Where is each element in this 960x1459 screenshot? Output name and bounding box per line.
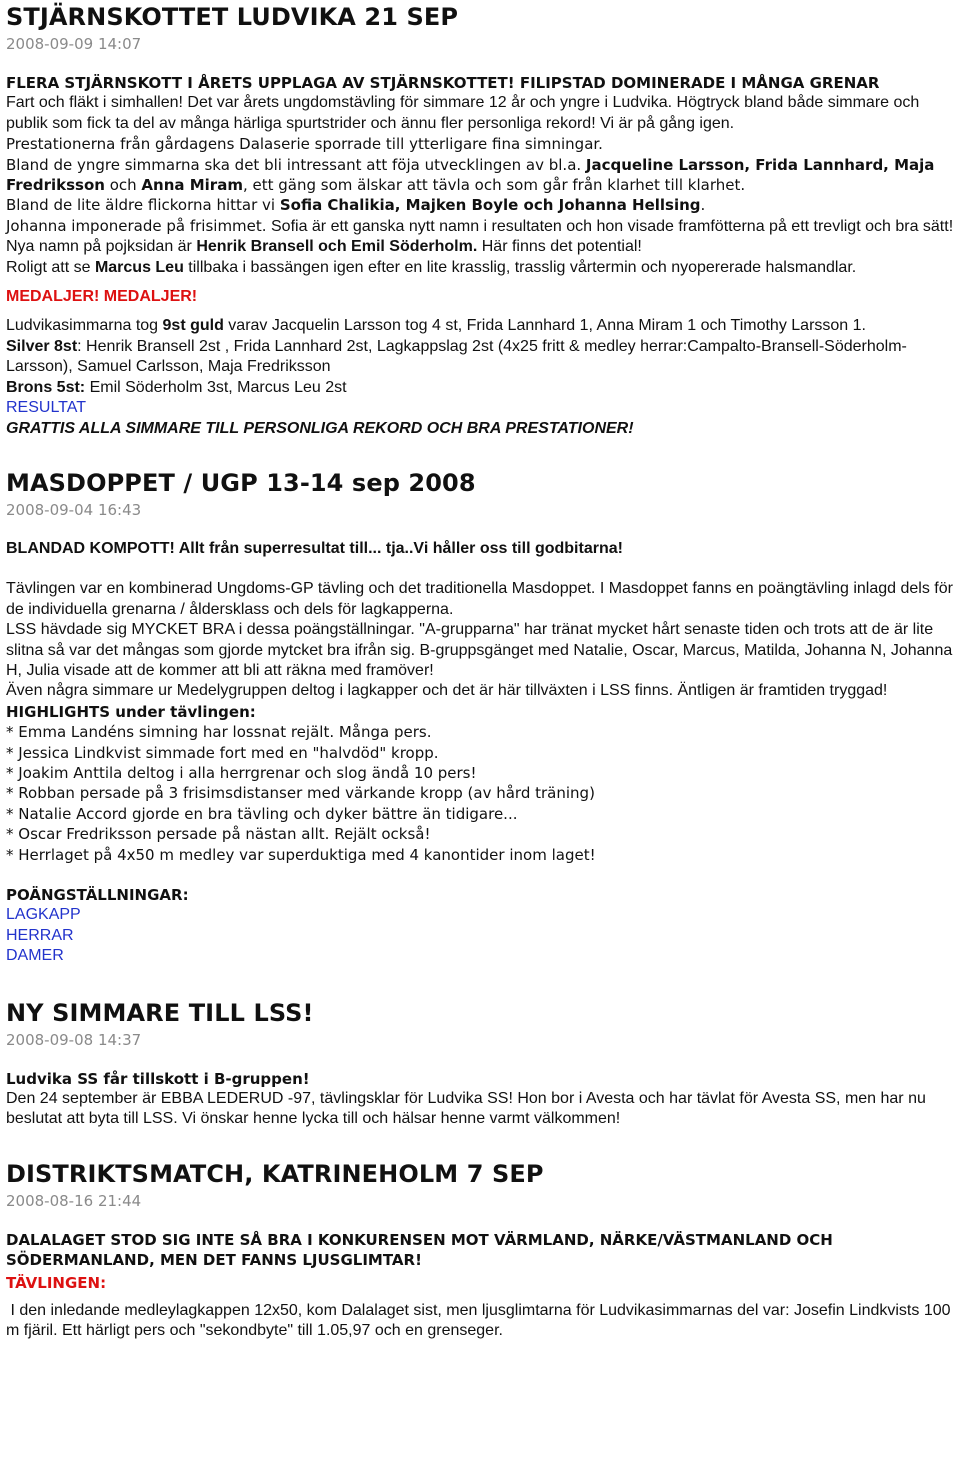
article-headline: BLANDAD KOMPOTT! Allt från superresultat till... tja..Vi håller oss till godbitarna! <box>6 539 623 557</box>
paragraph: Bland de yngre simmarna ska det bli intressant att föja utvecklingen av bl.a. Jacqueline Larsson, Frida Lannhard, Maja Fredriksson och Anna Miram, ett gäng som älskar att tävla och som går från klarhet till klarhet. <box>6 155 935 195</box>
article-date: 2008-09-09 14:07 <box>6 35 142 53</box>
article-distriktsmatch <box>6 1160 956 1342</box>
paragraph: Brons 5st: Emil Söderholm 3st, Marcus Leu 2st <box>6 378 347 396</box>
article-stjarnskottet <box>6 0 956 439</box>
paragraph: Ludvikasimmarna tog 9st guld varav Jacquelin Larsson tog 4 st, Frida Lannhard 1, Anna Miram 1 och Timothy Larsson 1. <box>6 317 866 335</box>
article-headline: FLERA STJÄRNSKOTT I ÅRETS UPPLAGA AV STJÄRNSKOTTET! FILIPSTAD DOMINERADE I MÅNGA GRENAR <box>6 74 880 92</box>
paragraph: Även några simmare ur Medelygruppen deltog i lagkapper och det är här tillväxten i LSS finns. Äntligen är framtiden tryggad! <box>6 682 888 700</box>
list-item: * Oscar Fredriksson persade på nästan allt. Rejält också! <box>6 825 431 844</box>
article-title: STJÄRNSKOTTET LUDVIKA 21 SEP <box>6 3 459 31</box>
results-link-row <box>6 398 956 418</box>
list-item: * Robban persade på 3 frisimsdistanser med värkande kropp (av hård träning) <box>6 784 595 803</box>
highlights-list <box>6 722 956 865</box>
list-item: * Jessica Lindkvist simmade fort med en "halvdöd" kropp. <box>6 743 439 762</box>
standings-heading: POÄNGSTÄLLNINGAR: <box>6 886 189 904</box>
lagkapp-link[interactable]: LAGKAPP <box>6 906 81 924</box>
link-row <box>6 946 956 966</box>
list-item: * Natalie Accord gjorde en bra tävling och dyker bättre än tidigare... <box>6 804 518 823</box>
paragraph: LSS hävdade sig MYCKET BRA i dessa poängställningar. "A-grupparna" har tränat mycket hårt senaste tiden och trots att de är lite slitna så var det mångas som gjorde mytcket bra ifrån sig. B-gruppsgänget med Natalie, Oscar, Marcus, Matilda, Johanna N, Johanna H, Julia visade att de kommer att bli att räkna med framöver! <box>6 621 953 679</box>
article-title: DISTRIKTSMATCH, KATRINEHOLM 7 SEP <box>6 1159 544 1188</box>
link-row <box>6 905 956 925</box>
list-item: * Emma Landéns simning har lossnat rejält. Många pers. <box>6 723 432 742</box>
article-date: 2008-09-04 16:43 <box>6 500 142 519</box>
highlights-heading: HIGHLIGHTS under tävlingen: <box>6 702 256 721</box>
article-date: 2008-09-08 14:37 <box>6 1030 142 1049</box>
article-date: 2008-08-16 21:44 <box>6 1191 142 1210</box>
paragraph: Tävlingen var en kombinerad Ungdoms-GP tävling och det traditionella Masdoppet. I Masdoppet fanns en poängtävling inlagd dels för de individuella grenarna / åldersklass och dels för lagkapperna. <box>6 580 953 618</box>
paragraph: Nya namn på pojksidan är Henrik Bransell och Emil Söderholm. Här finns det potential! <box>6 238 642 256</box>
article-title: MASDOPPET / UGP 13-14 sep 2008 <box>6 468 476 497</box>
paragraph: Roligt att se Marcus Leu tillbaka i bassängen igen efter en lite krasslig, trasslig vårtermin och nyopererade halsmandlar. <box>6 258 857 276</box>
paragraph: Johanna imponerade på frisimmet. Sofia är ett ganska nytt namn i resultaten och hon visade framfötterna på ett trevligt och bra sätt! <box>6 216 954 235</box>
article-masdoppet <box>6 469 956 967</box>
medals-heading: MEDALJER! MEDALJER! <box>6 288 198 306</box>
article-ny-simmare <box>6 999 956 1130</box>
article-headline: DALALAGET STOD SIG INTE SÅ BRA I KONKURENSEN MOT VÄRMLAND, NÄRKE/VÄSTMANLAND OCH SÖDERMANLAND, MEN DET FANNS LJUSGLIMTAR! <box>6 1230 833 1270</box>
article-headline: Ludvika SS får tillskott i B-gruppen! <box>6 1069 310 1088</box>
link-row <box>6 926 956 946</box>
paragraph: Prestationerna från gårdagens Dalaserie sporrade till ytterligare fina simningar. <box>6 135 603 154</box>
closing-text: GRATTIS ALLA SIMMARE TILL PERSONLIGA REKORD OCH BRA PRESTATIONER! <box>6 419 634 437</box>
competition-heading: TÄVLINGEN: <box>6 1273 107 1292</box>
damer-link[interactable]: DAMER <box>6 947 64 965</box>
article-title: NY SIMMARE TILL LSS! <box>6 998 314 1027</box>
paragraph: Den 24 september är EBBA LEDERUD -97, tävlingsklar för Ludvika SS! Hon bor i Avesta och har tävlat för Avesta SS, men har nu beslutat att byta till LSS. Vi önskar henne lycka till och hälsar henne varmt välkommen! <box>6 1090 926 1128</box>
results-link[interactable]: RESULTAT <box>6 399 87 417</box>
paragraph: Silver 8st: Henrik Bransell 2st , Frida Lannhard 2st, Lagkappslag 2st (4x25 fritt & medley herrar:Campalto-Bransell-Söderholm-Larsson), Samuel Carlsson, Maja Fredriksson <box>6 337 907 376</box>
paragraph: Fart och fläkt i simhallen! Det var årets ungdomstävling för simmare 12 år och yngre i Ludvika. Högtryck bland både simmare och publik som fick ta del av många härliga spurtstrider och ännu fler personliga rekord! Vi är på gång igen. <box>6 94 920 132</box>
herrar-link[interactable]: HERRAR <box>6 926 74 944</box>
list-item: * Joakim Anttila deltog i alla herrgrenar och slog ändå 10 pers! <box>6 763 477 782</box>
list-item: * Herrlaget på 4x50 m medley var superduktiga med 4 kanontider inom laget! <box>6 845 596 864</box>
paragraph: Bland de lite äldre flickorna hittar vi Sofia Chalikia, Majken Boyle och Johanna Hellsing. <box>6 196 706 215</box>
paragraph: I den inledande medleylagkappen 12x50, kom Dalalaget sist, men ljusglimtarna för Ludvikasimmarnas del var: Josefin Lindkvists 100 m fjäril. Ett härligt pers och "sekondbyte" till 1.05,97 och en grenseger. <box>6 1302 955 1340</box>
